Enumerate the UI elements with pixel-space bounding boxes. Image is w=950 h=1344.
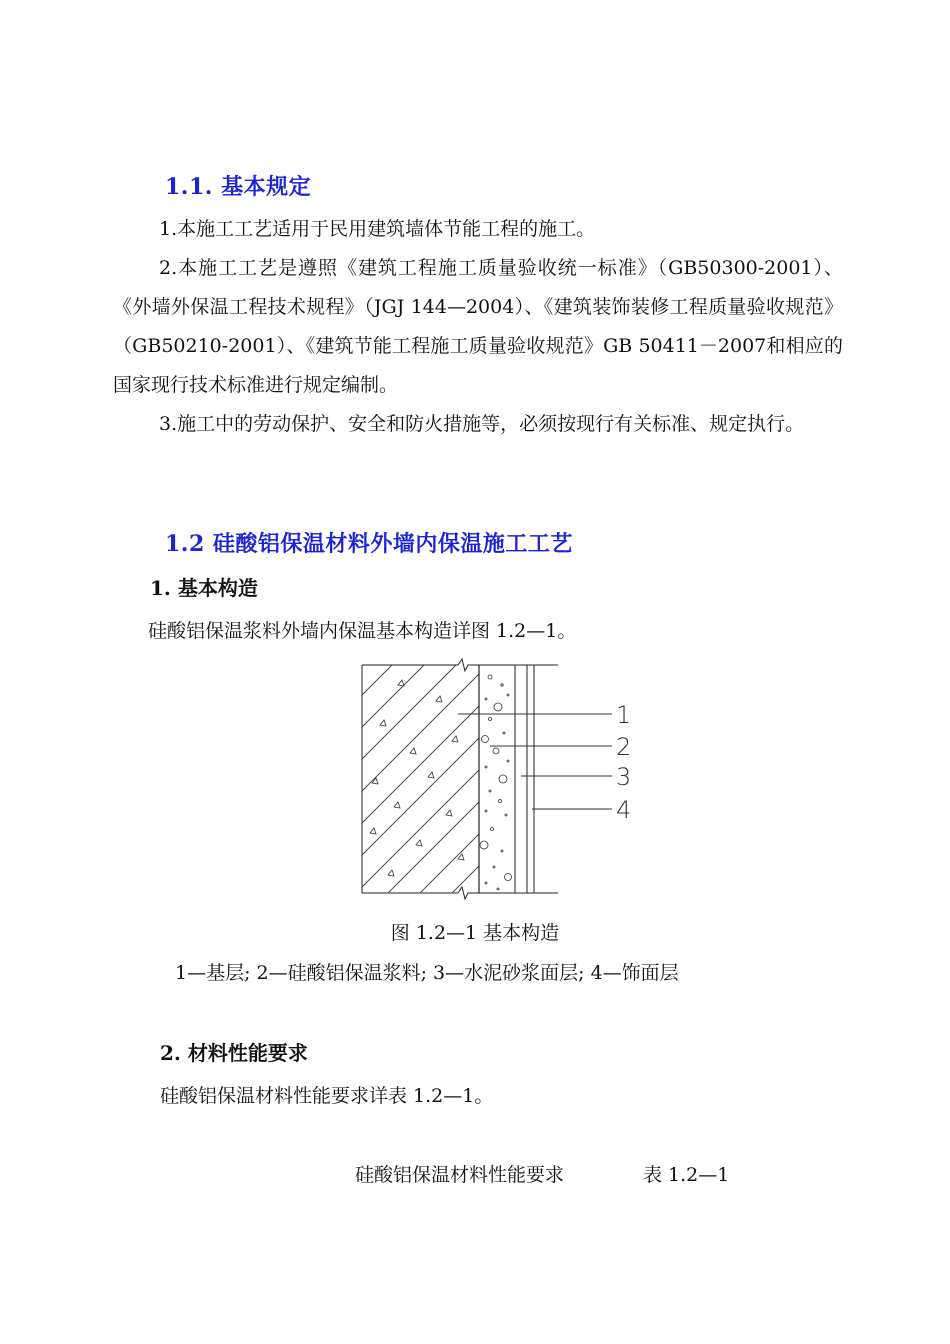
figure-label-1: 1 [616, 701, 632, 729]
wall-structure-figure [340, 655, 640, 900]
leader-lines [458, 714, 612, 809]
paragraph-item-2: 2.本施工工艺是遵照《建筑工程施工质量验收统一标准》（GB50300-2001）、《外墙外保温工程技术规程》（JGJ 144—2004）、《建筑装饰装修工程质量验收规范》（GB50210-2001）、《建筑节能工程施工质量验收规范》GB 50411－2007和相应的国家现行技术标准进行规定编制。 [113, 257, 843, 396]
figure-label-4: 4 [616, 796, 632, 824]
base-layer-hatch [362, 659, 640, 900]
subheading-material-requirements: 2. 材料性能要求 [160, 1041, 308, 1065]
paragraph-item-1: 1.本施工工艺适用于民用建筑墙体节能工程的施工。 [159, 218, 596, 240]
figure-label-2: 2 [616, 733, 632, 761]
table-title: 硅酸铝保温材料性能要求 [355, 1164, 565, 1186]
figure-caption: 图 1.2—1 基本构造 [390, 922, 560, 944]
structure-description: 硅酸铝保温浆料外墙内保温基本构造详图 1.2—1。 [148, 620, 577, 642]
figure-label-3: 3 [616, 763, 632, 791]
section-heading-1-2: 1.2 硅酸铝保温材料外墙内保温施工工艺 [165, 531, 573, 557]
insulation-layer-texture [480, 675, 512, 890]
figure-legend: 1—基层; 2—硅酸铝保温浆料; 3—水泥砂浆面层; 4—饰面层 [175, 962, 679, 984]
table-number: 表 1.2—1 [643, 1164, 730, 1186]
material-description: 硅酸铝保温材料性能要求详表 1.2—1。 [160, 1085, 494, 1107]
paragraph-item-3: 3.施工中的劳动保护、安全和防火措施等，必须按现行有关标准、规定执行。 [159, 413, 805, 435]
subheading-basic-structure: 1. 基本构造 [150, 576, 258, 600]
section-heading-1-1: 1.1. 基本规定 [165, 174, 312, 200]
